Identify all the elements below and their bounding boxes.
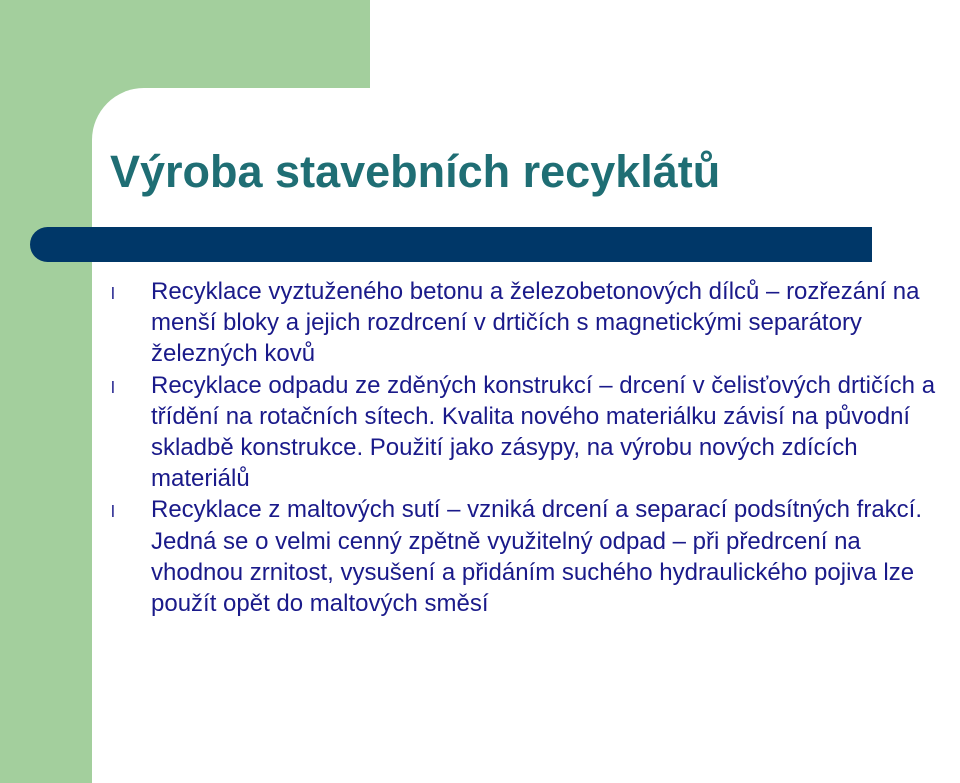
bullet-item-reinforced-concrete bbox=[0, 276, 960, 370]
title-underline-bar bbox=[30, 227, 872, 262]
bullet-item-mortar-rubble bbox=[0, 494, 960, 619]
bullet-text: Recyklace z maltových sutí – vzniká drcení a separací podsítných frakcí. Jedná se o velmi cenný zpětně využitelný odpad – při předrcení na vhodnou zrnitost, vysušení a přidáním suchého hydraulického pojiva lze použít opět do maltových směsí bbox=[151, 496, 922, 618]
bullet-marker: l bbox=[111, 377, 115, 397]
bullet-item-masonry-waste bbox=[0, 370, 960, 495]
bullet-marker: l bbox=[111, 284, 115, 303]
bullet-list bbox=[0, 276, 960, 619]
bullet-marker: l bbox=[111, 502, 115, 522]
bullet-text: Recyklace odpadu ze zděných konstrukcí – drcení v čelisťových drtičích a třídění na rotačních sítech. Kvalita nového materiálku závisí na původní skladbě konstrukce. Použití jako zásypy, na výrobu nových zdících materiálů bbox=[151, 371, 936, 493]
slide-title: Výroba stavebních recyklátů bbox=[110, 146, 721, 197]
bullet-text: Recyklace vyztuženého betonu a železobetonových dílců – rozřezání na menší bloky a jejich rozdrcení v drtičích s magnetickými separátory železných kovů bbox=[151, 278, 920, 368]
